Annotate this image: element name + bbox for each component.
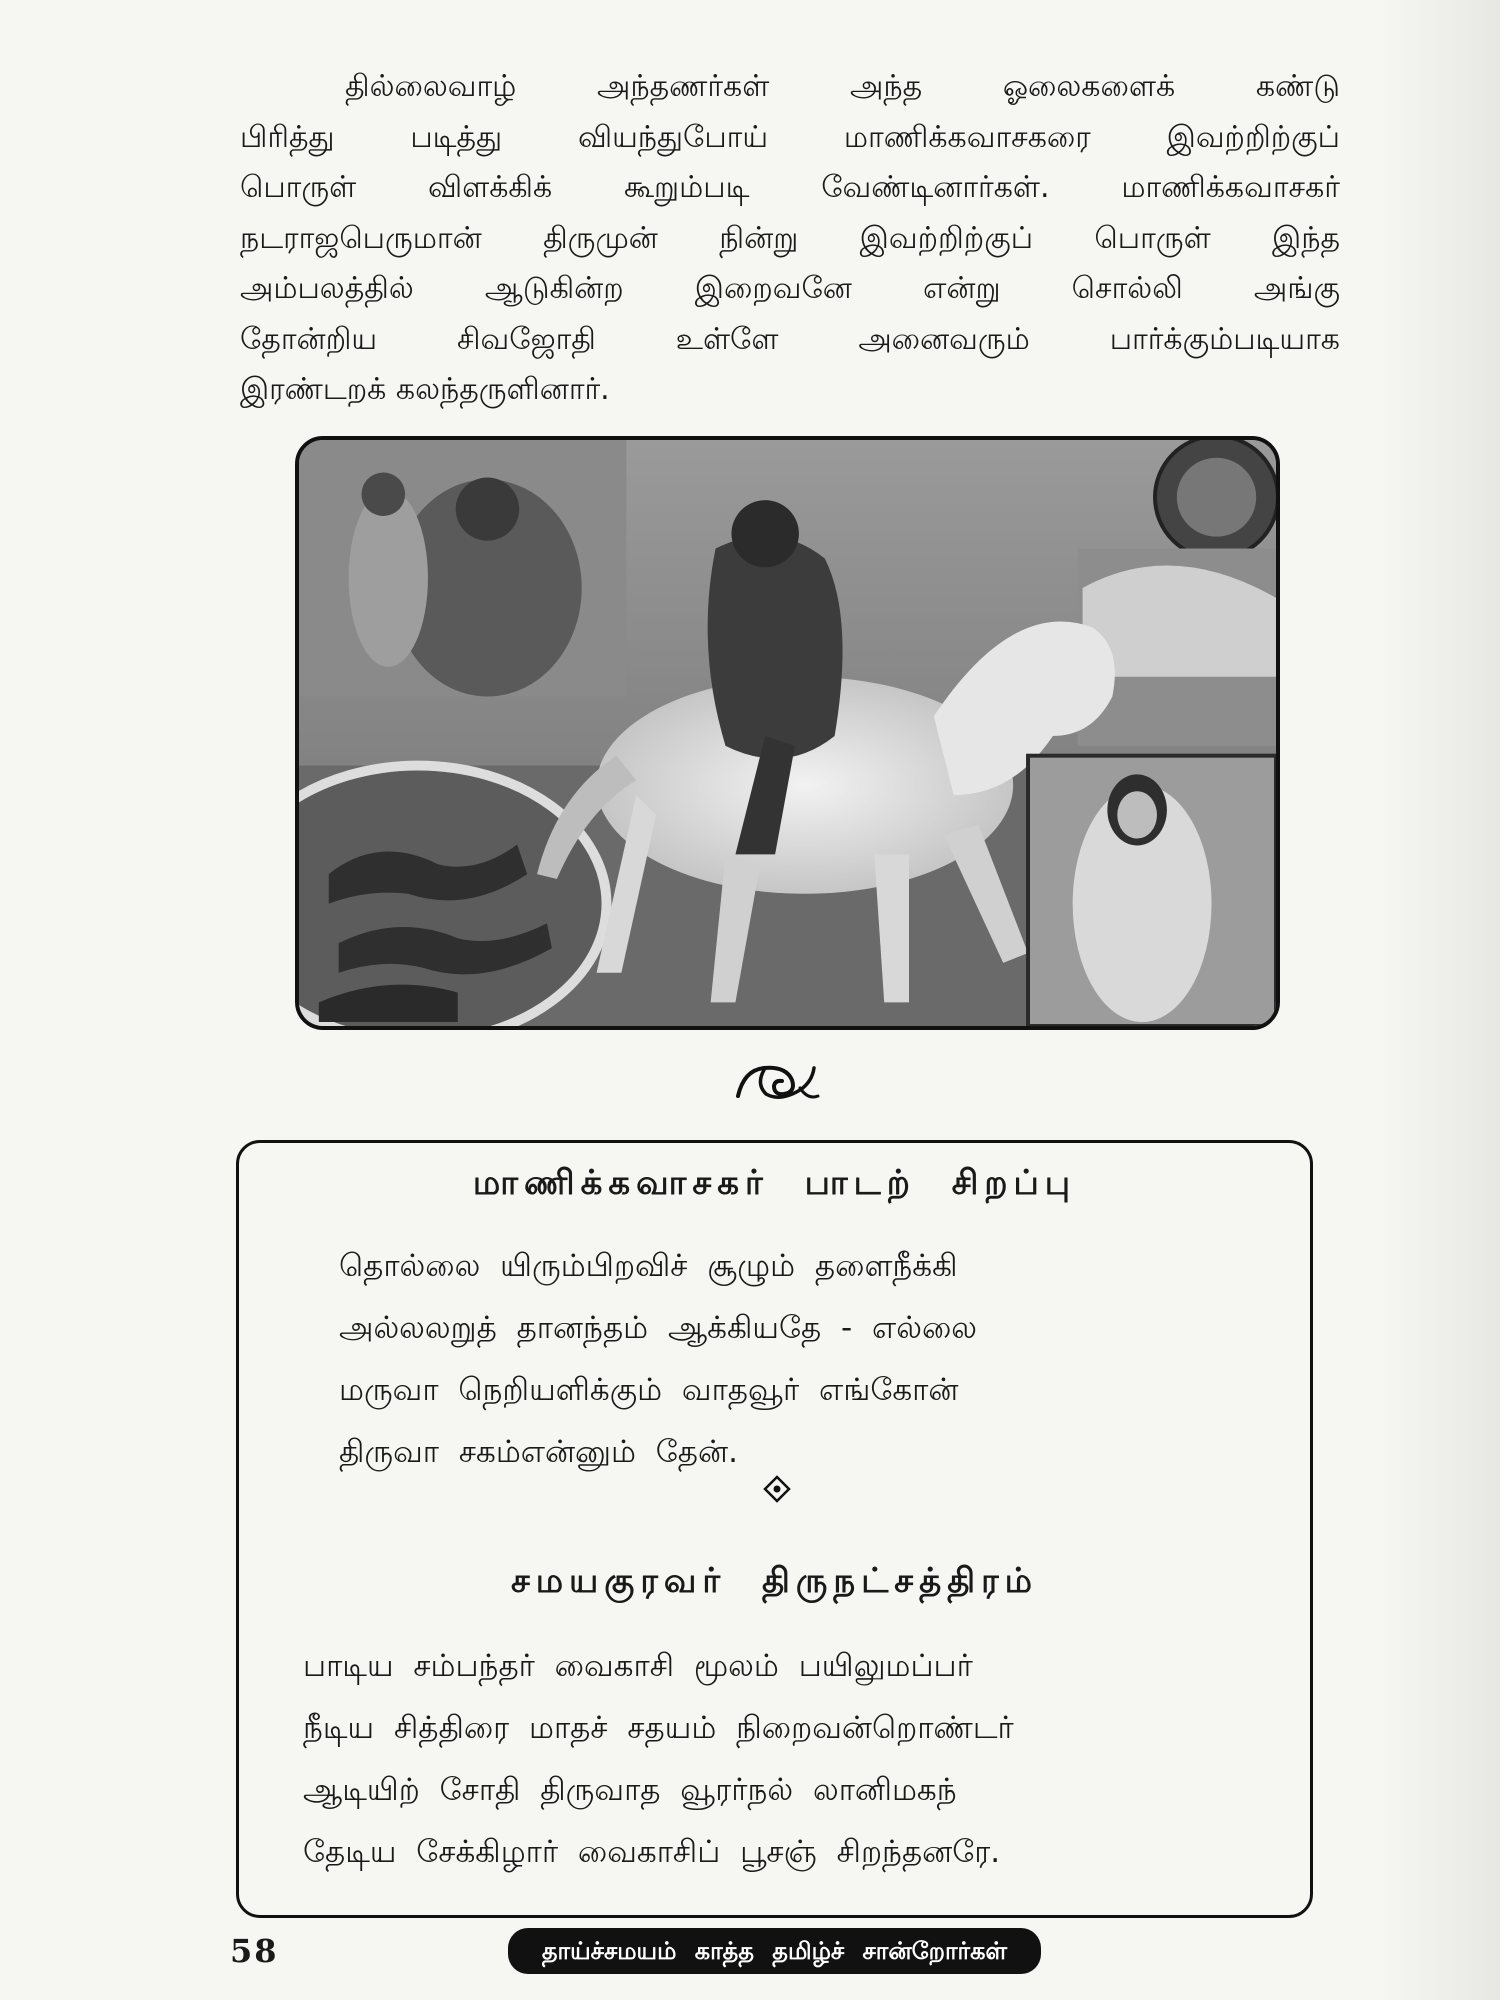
verse-line: பாடிய சம்பந்தர் வைகாசி மூலம் பயிலுமப்பர் — [303, 1648, 973, 1684]
illustration-art — [299, 440, 1276, 1026]
verse-line: தொல்லை யிரும்பிறவிச் சூழும் தளைநீக்கி — [339, 1248, 958, 1284]
running-footer-book-title: தாய்ச்சமயம் காத்த தமிழ்ச் சான்றோர்கள் — [508, 1928, 1041, 1974]
section-title: மாணிக்கவாசகர் பாடற் சிறப்பு — [472, 1163, 1077, 1203]
paragraph-line: தில்லைவாழ் அந்தணர்கள் அந்த ஓலைகளைக் கண்டு — [345, 69, 1340, 104]
verse-line: தேடிய சேக்கிழார் வைகாசிப் பூசஞ் சிறந்தனரே. — [303, 1834, 1001, 1870]
paragraph-line: பொருள் விளக்கிக் கூறும்படி வேண்டினார்கள். மாணிக்கவாசகர் — [240, 170, 1340, 205]
illustration-manikkavasagar-horse — [295, 436, 1280, 1030]
page-edge-shadow — [1380, 0, 1500, 2000]
verse-box — [236, 1140, 1313, 1918]
paragraph-line: பிரித்து படித்து வியந்துபோய் மாணிக்கவாசகரை இவற்றிற்குப் — [240, 119, 1340, 155]
section-title: சமயகுரவர் திருநட்சத்திரம் — [510, 1561, 1039, 1601]
body-paragraph — [240, 62, 1340, 416]
verse-line: நீடிய சித்திரை மாதச் சதயம் நிறைவன்றொண்டர் — [303, 1710, 1014, 1746]
page-number: 58 — [230, 1932, 279, 1970]
verse-line: அல்லலறுத் தானந்தம் ஆக்கியதே - எல்லை — [339, 1310, 978, 1346]
paragraph-line: நடராஜபெருமான் திருமுன் நின்று இவற்றிற்குப் பொருள் இந்த — [240, 220, 1340, 256]
paragraph-line: இரண்டறக் கலந்தருளினார். — [240, 372, 610, 407]
verse-line: திருவா சகம்என்னும் தேன். — [339, 1434, 738, 1470]
diamond-divider-icon — [763, 1475, 791, 1503]
verse-line: மருவா நெறியளிக்கும் வாதவூர் எங்கோன் — [339, 1372, 959, 1408]
verse-line: ஆடியிற் சோதி திருவாத வூரர்நல் லானிமகந் — [303, 1772, 957, 1808]
paragraph-line: அம்பலத்தில் ஆடுகின்ற இறைவனே என்று சொல்லி அங்கு — [240, 271, 1340, 306]
paragraph-line: தோன்றிய சிவஜோதி உள்ளே அனைவரும் பார்க்கும்படியாக — [240, 321, 1340, 357]
ornament-swirl-icon — [730, 1058, 820, 1104]
